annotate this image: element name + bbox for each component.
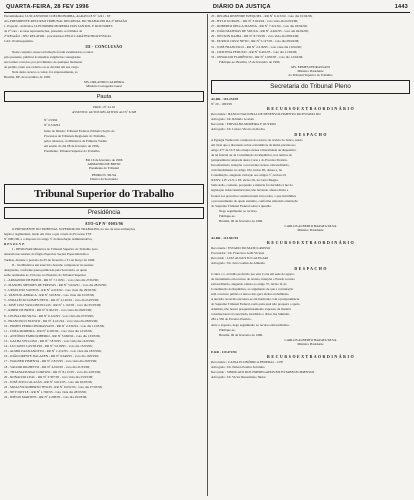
text-line: 2 - MANOEL MENDES DE FREITAS - RR Nº 5.024/91 - voto dia 28/02/96;	[4, 283, 107, 287]
text-line: 1. Expedir - indicados CLEUDOMIR MOREIRA DOS SANTOS, E DOUTORES	[4, 24, 113, 29]
text-line: Encaminhados: LUIZ ANTONIO COELHO BORBA, AGRAVO 8 Nº 1241 - SP	[4, 14, 111, 18]
text-line: 14 - LUCIANO CASTILHO - RR Nº 5.018/95 - voto dia 15/03/96;	[4, 344, 93, 349]
case-parties	[211, 112, 410, 131]
text-line: Presidente, Tribunal Superior do Trabalho.	[44, 148, 101, 153]
text-line: frontal aos preceitos constitucionais invocados, o que inviabiliza	[211, 193, 297, 198]
process-list	[4, 278, 204, 399]
signature-title: Diretor da Secretaria	[90, 176, 118, 181]
text-line: Contra o v. acórdão proferido por esta Corte em sede de agravo	[211, 271, 295, 276]
text-line: com fundamento no artigo 102, inciso III, alínea a, da	[211, 168, 282, 173]
pauta-title: Pauta	[4, 91, 204, 102]
text-line: 24 - IDÉLIO MARTINS - RR Nº 2.208/95 - voto dia 29/03/96.	[4, 395, 88, 400]
signature-title: Ministro Presidente	[297, 68, 324, 73]
text-line: Brasília, 06 de fevereiro de 1996.	[219, 332, 264, 337]
text-line: Brasília, DF, de novembro de 1995.	[4, 75, 51, 80]
text-line: Recorrido : LUIZ AUGUSTO CALEGARI	[211, 256, 269, 261]
signature-block	[211, 338, 410, 346]
secretaria-title: Secretaria do Tribunal Pleno	[211, 80, 410, 94]
act-reference: ATO-GP Nº 0003/96	[84, 221, 124, 226]
text-line: Advogado : Dr. Lázaro Vitorio da Rocha	[211, 127, 265, 132]
text-line: do Supremo Tribunal Federal, razão pela qual não prospera o apelo.	[211, 302, 301, 307]
text-line: ASSUNTO: AUTOS RELATIVOS AO Nº 6.328	[71, 110, 137, 115]
process-list	[211, 14, 410, 59]
issue-date: QUARTA-FEIRA, 28 FEV 1996	[6, 4, 89, 10]
text-line: II - Os Ministros em exercício deverão comparecer às sessões	[12, 262, 94, 267]
text-line: Constituição da República, ao argumento de que a contratação	[211, 286, 294, 291]
text-line: 29 - NELSON DAIHA - RR Nº 8.719/95 - voto vista dia 08/04/96;	[211, 34, 300, 39]
text-line: 16 - JOÃO ORESTE DALAZEN - RR Nº 6.640/95 - voto dia 19/03/96;	[4, 354, 99, 359]
text-line: A Egrégia Turma não conheceu do recurso de revista do banco, tendo	[211, 137, 303, 142]
signature-block	[44, 158, 164, 181]
conclusion-block	[4, 50, 204, 80]
text-line: Nº 6.316/94	[44, 123, 60, 128]
text-line: Turmas, durante o período de 05 de fevereiro a 31 de março de 1996.	[4, 257, 96, 262]
signature-name: CARLOS ALBERTO BARATA SILVA	[284, 337, 337, 342]
text-line: atuarem nas sessões do Órgão Especial, Seções Especializadas e	[4, 252, 89, 257]
text-line: 33 - OSWALDO FLORÊNCIO - RR Nº 1.650/95 - voto dia 12/04/96.	[211, 54, 304, 59]
text-line: 22 - MOACYR ROBERTO TESCH - RR Nº 9.031/95 - voto dia 27/03/96;	[4, 384, 103, 389]
text-line: constitucional ora suscitada, incidindo o óbice das Súmulas	[211, 312, 290, 317]
text-line: de instrumento em recurso de revista, interpõe o Estado recurso	[211, 276, 295, 281]
signature-title: Ministro Presidente	[297, 341, 324, 346]
text-line: legais e regimentais, tendo em vista o que consta do Processo TST	[4, 232, 92, 237]
left-column	[4, 14, 204, 496]
signature-name: ARMANDO DE BRITO	[87, 161, 121, 166]
text-line: 23 - NEY DOYLE - RR Nº 1.760/95 - voto vista dia 28/03/96;	[4, 389, 87, 394]
text-line: de lei federal ou da Constituição da República, nos termos da	[211, 152, 292, 157]
case-reference: AI-RR - 114.501/94	[211, 236, 239, 241]
text-line: Publique-se.	[219, 327, 236, 332]
text-line: 5 - INDALÉCIO GOMES NETO - RR Nº 2.140/92 - voto dia 04/03/96;	[4, 298, 100, 303]
text-line: jurisprudência reiterada desta Corte e do Excelso Pretório.	[211, 157, 288, 162]
text-line: Advogado : Dr. Rômulo Gouvêa	[211, 117, 254, 122]
case-type: R E C U R S O E X T R A O R D I N Á R I O	[267, 241, 354, 246]
text-line: 6 - JOSÉ LUIZ VASCONCELLOS - RR Nº 1.116/93 - voto dia 05/03/96;	[4, 303, 102, 308]
text-line: extraordinário, alegando ofensa ao artigo 37, inciso II, da	[211, 281, 287, 286]
text-line: Advogado : Dr. Nelson Pereira Sobrinho	[211, 364, 265, 369]
text-line: 4 - VANTUIL ABDALA - RR Nº 3.018/92 - voto vista dia 01/03/96;	[4, 293, 95, 298]
section-heading: III - CONCLUSÃO	[85, 44, 123, 49]
presidencia-title: Presidência	[4, 207, 204, 219]
text-line: 15 - ALMIR PAZZIANOTTO - RR Nº 1.212/95 - voto vista dia 18/03/96;	[4, 349, 102, 354]
text-line: CAS 10 subsequentes.	[4, 39, 34, 44]
case-block	[211, 350, 410, 379]
publication-name: DIÁRIO DA JUSTIÇA	[212, 4, 271, 10]
text-line: Publique-se. Brasília, 15 de fevereiro de 1996.	[219, 59, 281, 64]
text-line: 20 - RONALDO LEAL - RR Nº 3.307/95 - voto vista dia 25/03/96;	[4, 374, 94, 379]
text-line: Ante o exposto, nego seguimento ao recurso extraordinário.	[211, 322, 290, 327]
text-line: 17 - WAGNER PIMENTA - RR Nº 2.815/95 - voto vista dia 20/03/96;	[4, 359, 97, 364]
text-line: PROC. Nº 4.116	[93, 105, 115, 110]
case-body	[211, 272, 410, 327]
text-line: sem concurso público é nula e não gera efeitos trabalhistas.	[211, 291, 290, 296]
case-intro: D E S P A C H O	[294, 132, 327, 137]
text-line: 31 - JOSÉ FRANCISCO - RR Nº 2.316/95 - voto vista dia 10/04/96;	[211, 44, 302, 49]
text-line: Publique-se.	[219, 213, 236, 218]
text-line: Recorrente : BANCO NACIONAL DE DESENVOLVIMENTO DO ESTADO DO	[211, 112, 321, 117]
signature-name: MS. ORLANDO CALDEIRA	[83, 80, 125, 85]
signature-title: Ministro Presidente	[297, 228, 324, 233]
text-line: I - DESIGNAR Ministros do Tribunal Superior do Trabalho para	[12, 247, 98, 252]
case-parties	[211, 360, 410, 379]
case-intro: D E S P A C H O	[294, 266, 327, 271]
text-line: 282 e 356 do Excelso Pretório.	[211, 317, 252, 322]
text-line: 8 - LEONALDO SILVA - RR Nº 6.122/93 - voto vista dia 07/03/96;	[4, 313, 94, 318]
signature-title: Ministro Corregedor-Geral	[86, 84, 122, 89]
text-line: do Supremo Tribunal Federal sobre a questão.	[211, 203, 272, 208]
text-line: Processos de Tribunais Regionais do Trabalho,	[44, 133, 106, 138]
text-line: 18 - VALDIR RIGHETTO - RR Nº 4.010/95 - voto dia 21/03/96;	[4, 364, 91, 369]
text-line: Recorrente : ESTADO DO MATO GROSSO	[211, 246, 271, 251]
text-line: nos termos corretos, por provimento, de qualquer momento	[4, 59, 83, 64]
text-line: O PRESIDENTE DO TRIBUNAL SUPERIOR DO TRABALHO, no uso de suas atribuições	[12, 226, 136, 231]
text-line: 27 - ROBERTO DELLA MANNA - RR Nº 7.321/94 - voto dia 03/04/96;	[211, 24, 308, 29]
text-line: Nego seguimento ao recurso.	[219, 208, 258, 213]
text-line: Inconformado, interpõe o recorrente recurso extraordinário,	[211, 162, 290, 167]
pauta-block	[44, 105, 164, 181]
text-line: 12 - ANTÔNIO FÁBIO RIBEIRO - RR Nº 3.660/94 - voto dia 13/03/96;	[4, 333, 101, 338]
text-line: 21 - JOSÉ ZITO CALASÃS - RR Nº 5.612/95 - voto dia 26/03/96;	[4, 379, 93, 384]
text-line: 32 - CRISTINA PEDUZZI - RR Nº 9.401/95 - voto dia 11/04/96;	[211, 49, 298, 54]
signature-block	[211, 65, 410, 77]
text-line: Recorrente : CAIXA ECONÔMICA FEDERAL - CEF	[211, 359, 284, 364]
case-reference: AI-RR - 101.234/93	[211, 96, 239, 101]
text-line: designadas, conforme pauta publicada pela Secretaria, as quais	[4, 267, 87, 272]
text-line: 11 - CNEA MOREIRA - RR Nº 9.205/94 - voto vista dia 12/03/96;	[4, 328, 93, 333]
text-line: Recorrido : EDIVALDO MOREIRA E OUTROS	[211, 122, 277, 127]
text-line: em vista que a discussão sobre a incidência da multa prevista no	[211, 142, 296, 147]
case-reference: E-RR - 119.472/94	[211, 349, 237, 354]
intro-block	[4, 14, 204, 44]
case-type: R E C U R S O E X T R A O R D I N Á R I O	[267, 107, 354, 112]
case-block	[211, 97, 410, 232]
text-line: serão realizadas às 13 horas, no Plenário do Tribunal Superior.	[4, 272, 87, 277]
text-line: 7 - RIDER DE BRITO - RR Nº 8.302/93 - voto vista dia 06/03/96;	[4, 308, 92, 313]
text-line: Recorrido : SINDICATO DOS EMPREGADOS EM ESTABELECIMENTOS	[211, 370, 315, 375]
text-line: R E S O L V E	[4, 242, 25, 247]
text-line: Nº 2/1994	[44, 118, 58, 123]
text-line: de pedido, tanto seu caderno ou as devidas em seu cargo.	[4, 64, 80, 69]
text-line: Juízo de Direito: Tribunal Federal, Primeira Seção do	[44, 128, 115, 133]
case-parties	[211, 246, 410, 265]
signature-name: CARLOS ALBERTO BARATA SILVA	[284, 224, 337, 229]
signature-name: MS. ERMES PEDRASSANI	[291, 64, 330, 69]
text-line: 3 - URSULINO SANTOS - RR Nº 4.216/92 - voto vista dia 29/02/96;	[4, 288, 97, 293]
text-line: 9 - FRANCISCO FAUSTO - RR Nº 4.411/94 - voto vista dia 08/03/96;	[4, 318, 98, 323]
text-line: em sessão do dia 08 de fevereiro de 1996,	[44, 143, 100, 148]
text-line: Brasília, 06 de fevereiro de 1996.	[219, 219, 264, 223]
case-closing	[211, 209, 410, 223]
text-line: Advogado : Dr. Victor Russomano Júnior	[211, 375, 266, 380]
text-line: Nº 0001/96, e o disposto no artigo 3º da Resolução Administrativa,	[4, 237, 93, 242]
signature-title: do Tribunal Superior do Trabalho	[288, 72, 333, 77]
signature-date: Em 16 de fevereiro de 1996	[85, 157, 123, 162]
newspaper-page	[4, 3, 410, 497]
text-line: 25 - REGINA REZENDE EZEQUIEL - RR Nº 6.115/94 - voto dia 01/04/96;	[211, 14, 313, 18]
text-line: Ademais, não houve prequestionamento expresso da matéria	[211, 307, 291, 312]
text-line: A decisão recorrida encontra-se em harmonia com a jurisprudência	[211, 297, 300, 302]
text-line: 28 - JOÃO MATHIAS DE SOUZA - RR Nº 4.402/95 - voto dia 04/04/96;	[211, 29, 309, 34]
signature-block	[211, 224, 410, 232]
signature-title: Presidente do Tribunal	[89, 165, 119, 170]
text-line: 19 - THAUMATURGO CORTIZO - RR Nº 8.115/95 - voto dia 22/03/96;	[4, 369, 101, 374]
text-line: 30 - EURICO CRUZ NETO - RR Nº 5.127/95 - voto dia 09/04/96;	[211, 39, 300, 44]
text-line: Advogado : Dr. Jairo Gomes de Almeida	[211, 261, 265, 266]
text-line: pelos relatores, os Ministros da Primeira Turma	[44, 138, 107, 143]
text-line: 10 - ERMES PEDRO PEDRASSANI - RR Nº 2.330/94 - voto dia 11/03/96;	[4, 323, 105, 328]
text-line: Procurador : Dr. Francisco Galli Vicente	[211, 251, 265, 256]
text-line: AG-PRESIDENTE-RECURSO TRIBUNAL REGIONAL DO TRABALHO DA 2ª REGIÃO	[4, 19, 128, 24]
text-line: 2ª REGIÃO - SEU RELATOR - procuradores PELO CARÁTER PROCESSUAL	[4, 34, 112, 39]
text-line: pelo presente, publicar às mesmas exigências consagradas	[4, 54, 81, 59]
signature-name: PEDRO N. SILVA	[91, 172, 117, 177]
case-type: R E C U R S O E X T R A O R D I N Á R I O	[267, 354, 354, 359]
act-block	[4, 227, 204, 277]
page-number: 1443	[394, 4, 408, 10]
case-body	[211, 138, 410, 208]
case-sub: Nº 20 - 1993/95	[211, 102, 233, 107]
text-line: legislação infraconstitucional, não havendo ofensa direta e	[211, 188, 289, 193]
text-line: artigo 477 da CLT não enseja ofensa à literalidade de dispositivo	[211, 147, 297, 152]
text-line: Neste conjunto, nesse reclamação foram examinados os autos	[12, 49, 94, 54]
signature-block	[4, 80, 204, 88]
text-line: Sem razão, contudo, porquanto a matéria foi decidida à luz da	[211, 183, 293, 188]
case-block	[211, 236, 410, 346]
text-line: da 2ª vara - as suas representações, passando os trâmites de	[4, 29, 83, 34]
text-line: o processamento do apelo extremo, conforme reiterada orientação	[211, 198, 298, 203]
text-line: 1 - ARMANDO DE BRITO - RR Nº 7.110/91 - voto vista dia 27/02/96;	[4, 277, 99, 282]
text-line: Constituição, alegando violação aos artigos 5º, incisos II,	[211, 173, 287, 178]
text-line: 26 - HYLO GURGEL - RR Nº 3.024/94 - voto vista dia 02/04/96;	[211, 19, 299, 24]
text-line: XXXV, LIV e LV, e 93, inciso IX, da Carta Magna.	[211, 178, 279, 183]
text-line: Nele deste recurso a contar, foi expressamente, as	[12, 69, 78, 74]
right-column	[211, 14, 410, 496]
text-line: 13 - GALBA VELLOSO - RR Nº 7.870/95 - voto vista dia 14/03/96;	[4, 339, 95, 344]
case-closing	[211, 328, 410, 337]
page-header	[4, 3, 410, 13]
tst-title: Tribunal Superior do Trabalho	[4, 184, 204, 204]
